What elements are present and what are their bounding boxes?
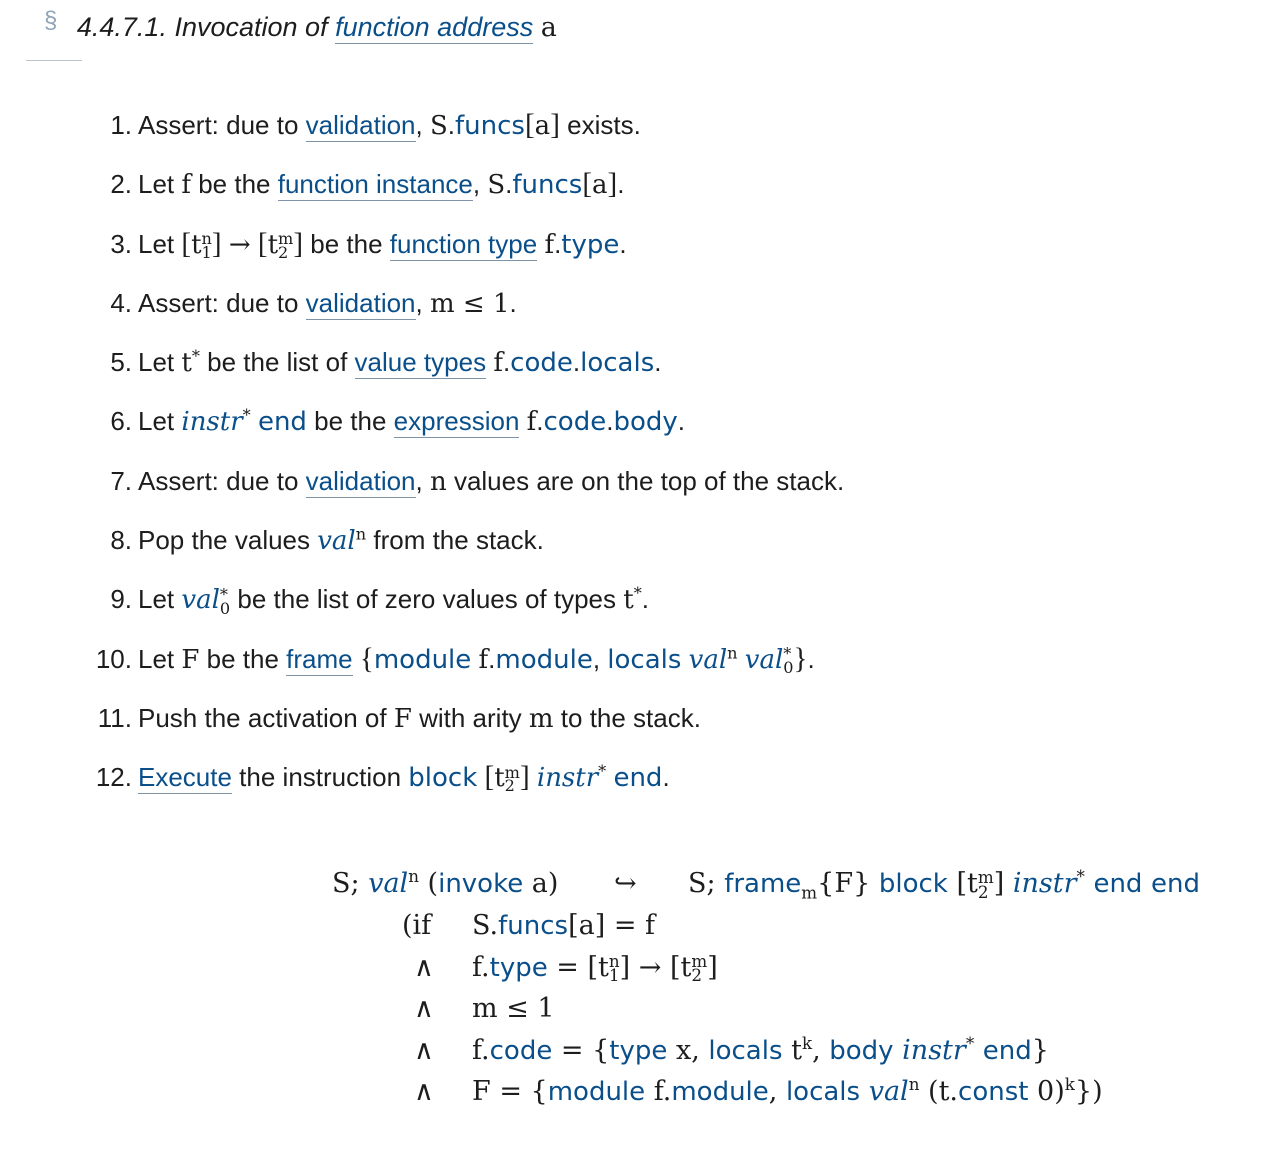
rule-condition [332, 1031, 1262, 1071]
math-bracket: [ [582, 168, 593, 201]
section-number: 4.4.7.1. [76, 12, 167, 42]
sup-sub-script [977, 867, 994, 902]
validation-link[interactable]: validation [305, 287, 416, 318]
rule-rhs [688, 864, 1200, 904]
step-text: values are on the top of the stack. [446, 465, 845, 496]
math-symbol: = [t [547, 951, 609, 983]
math-symbol: , [768, 1076, 786, 1107]
step-number: 6. [110, 406, 132, 437]
step-text: . [641, 584, 649, 615]
step-number: 11. [97, 702, 132, 733]
math-metavariable: val [368, 868, 409, 899]
math-symbol: ( [418, 868, 439, 899]
subscript: 0 [783, 657, 794, 677]
math-symbol: m [528, 703, 554, 734]
rule-arrow [614, 864, 637, 904]
algorithm-step [0, 274, 1280, 333]
step-body [138, 511, 544, 571]
math-symbol: }) [1074, 1076, 1103, 1107]
math-symbol: a) [523, 868, 559, 899]
condition-expression [472, 1031, 1049, 1071]
step-body [138, 748, 670, 808]
algorithm-step [0, 392, 1280, 451]
logical-and-symbol: ∧ [414, 1076, 434, 1107]
superscript: m [691, 950, 708, 971]
step-text: Pop the values [138, 525, 318, 556]
step-text: Let [138, 228, 182, 259]
superscript: * [633, 583, 642, 603]
subscript: 2 [504, 776, 515, 796]
logical-and-symbol: ∧ [414, 1034, 434, 1066]
math-symbol [1142, 868, 1151, 899]
if-keyword: (if [402, 910, 432, 941]
step-number: 12. [95, 762, 132, 793]
math-symbol: S; [688, 868, 725, 899]
step-text: . [488, 643, 496, 674]
step-text [530, 762, 537, 792]
step-text: be the [191, 169, 278, 200]
math-symbol: 0) [1028, 1076, 1065, 1107]
step-number: 9. [110, 584, 132, 615]
superscript: n [408, 866, 419, 886]
math-symbol: a [592, 170, 608, 201]
step-text [738, 644, 745, 674]
step-body [138, 630, 815, 690]
condition-expression [472, 906, 655, 946]
math-bracket: [ [484, 761, 495, 794]
math-symbol: F = { [472, 1076, 548, 1107]
math-symbol: f [478, 644, 489, 675]
math-metavariable: instr [181, 407, 243, 438]
step-text [353, 644, 360, 674]
function-type-link[interactable]: function type [389, 228, 538, 259]
function-instance-link[interactable]: function instance [277, 169, 473, 200]
instruction-keyword: block [408, 763, 478, 794]
superscript: * [965, 1032, 975, 1053]
validation-link[interactable]: validation [305, 110, 416, 140]
instruction-keyword: locals [607, 644, 682, 675]
instruction-keyword: invoke [438, 869, 524, 899]
instruction-keyword: module [671, 1077, 769, 1107]
step-number: 4. [110, 287, 132, 318]
superscript: * [219, 584, 228, 604]
math-symbol: f [526, 407, 537, 438]
step-body [138, 155, 624, 215]
step-text: . [654, 347, 662, 378]
math-bracket: ] [211, 227, 222, 260]
step-body [138, 452, 844, 512]
math-symbol: {F} [817, 868, 879, 899]
math-symbol: [a] = f [568, 910, 656, 941]
math-bracket: [ [181, 227, 192, 260]
superscript: * [191, 346, 200, 366]
instruction-keyword: block [878, 869, 948, 899]
sup-sub-script [504, 762, 520, 796]
math-symbol: t [782, 1034, 802, 1066]
math-symbol: a [534, 111, 551, 141]
step-text: . [447, 110, 456, 140]
math-bracket: } [793, 642, 808, 675]
algorithm-step [0, 689, 1280, 748]
instruction-keyword: frame [724, 869, 802, 899]
step-text: with arity [411, 702, 529, 733]
subscript: 0 [219, 598, 231, 618]
step-number: 8. [110, 525, 132, 556]
superscript: m [977, 867, 994, 888]
step-text: . [554, 228, 562, 259]
condition-expression [472, 1072, 1103, 1112]
step-body [138, 215, 627, 275]
instruction-keyword: const [958, 1077, 1029, 1107]
math-metavariable: val [317, 526, 356, 557]
step-text: Let [138, 406, 182, 437]
step-number: 3. [110, 228, 132, 259]
math-bracket: ] [550, 109, 560, 141]
algorithm-steps [0, 96, 1280, 808]
math-metavariable: val [744, 644, 784, 675]
step-text: , [415, 287, 430, 318]
math-symbol: f. [472, 951, 490, 983]
execute-link[interactable]: Execute [138, 762, 232, 793]
step-text: exists. [559, 110, 641, 140]
instruction-keyword: end [982, 1035, 1032, 1066]
algorithm-step [0, 96, 1280, 155]
step-text: Let [138, 584, 182, 615]
math-symbol: t [494, 763, 505, 794]
superscript: * [598, 761, 607, 781]
instruction-keyword: code [543, 407, 607, 438]
algorithm-step [0, 748, 1280, 807]
instruction-keyword: end [257, 407, 307, 438]
math-symbol: ] → [t [619, 951, 692, 983]
step-number: 1. [110, 110, 132, 140]
math-symbol [894, 1035, 903, 1066]
section-heading [44, 7, 557, 58]
math-symbol: f [544, 229, 555, 260]
expression-link[interactable]: expression [393, 406, 520, 437]
step-text [519, 406, 526, 436]
step-text: . [572, 347, 581, 378]
rule-condition [332, 1072, 1262, 1112]
superscript: n [355, 524, 367, 544]
step-text [681, 644, 688, 674]
math-symbol: S. [472, 910, 499, 941]
algorithm-step [0, 630, 1280, 689]
sup-sub-script [219, 584, 231, 618]
superscript: k [1064, 1074, 1075, 1094]
math-bracket: ] [293, 227, 304, 260]
step-text: be the [303, 228, 390, 259]
step-text: be the list of [199, 347, 355, 378]
step-text: . [662, 762, 670, 793]
instruction-keyword: module [495, 644, 593, 675]
subscript: 2 [691, 965, 703, 985]
algorithm-step [0, 333, 1280, 392]
math-symbol: t [267, 229, 279, 260]
step-text: Let [138, 169, 182, 200]
subscript: 1 [201, 242, 212, 262]
step-number: 2. [110, 169, 132, 200]
math-symbol: t [966, 868, 978, 899]
math-symbol: F [393, 703, 412, 734]
step-body [138, 570, 649, 630]
frame-link[interactable]: frame [286, 643, 353, 674]
sup-sub-script [608, 950, 620, 985]
subscript: 2 [278, 242, 289, 262]
step-text: , [415, 110, 430, 140]
math-symbol: f [493, 348, 503, 379]
math-symbol: ] [993, 868, 1013, 899]
math-symbol: m ≤ 1 [429, 288, 510, 319]
step-text: . [536, 406, 544, 437]
instruction-keyword: end [1093, 869, 1143, 899]
instruction-keyword: module [547, 1077, 646, 1107]
math-metavariable: val [181, 585, 220, 616]
step-text: , [472, 169, 488, 200]
math-symbol [974, 1035, 983, 1066]
algorithm-step [0, 452, 1280, 511]
logical-and-symbol: ∧ [414, 951, 434, 983]
instruction-keyword: type [609, 1035, 668, 1066]
hook-arrow-icon: ↪ [614, 868, 637, 899]
logical-and-symbol: ∧ [414, 993, 434, 1024]
step-text: from the stack. [366, 525, 544, 556]
instruction-keyword: end [613, 763, 663, 794]
math-symbol: S [487, 170, 506, 201]
step-text: . [619, 228, 627, 259]
math-symbol: ] [707, 951, 718, 983]
step-text: . [617, 169, 625, 200]
sup-sub-script [783, 644, 794, 677]
math-symbol: x, [667, 1034, 709, 1066]
algorithm-step [0, 511, 1280, 570]
instruction-keyword: code [510, 348, 573, 379]
condition-expression [472, 948, 718, 988]
step-text: be the list of zero values of types [230, 584, 624, 615]
math-symbol: t [623, 585, 634, 616]
step-text: Let [138, 347, 182, 378]
math-symbol: t [191, 229, 202, 260]
math-symbol: [ [947, 868, 967, 899]
step-text: . [606, 406, 614, 437]
step-text: Push the activation of [138, 702, 394, 733]
instruction-keyword: funcs [455, 111, 525, 141]
instruction-keyword: type [561, 229, 620, 260]
math-symbol: f [181, 170, 191, 201]
superscript: m [504, 762, 520, 782]
validation-link[interactable]: validation [305, 465, 416, 496]
math-symbol: S [429, 111, 448, 141]
math-metavariable: instr [536, 763, 599, 794]
instruction-keyword: funcs [498, 911, 569, 941]
subscript: m [801, 882, 818, 903]
step-text: Assert: due to [138, 465, 306, 496]
instruction-keyword: type [489, 952, 548, 983]
instruction-keyword: end [1151, 869, 1201, 899]
math-symbol: t [181, 348, 192, 379]
math-symbol: F [181, 644, 200, 675]
superscript: * [783, 644, 792, 664]
step-text: be the [199, 643, 287, 674]
math-metavariable: val [868, 1076, 909, 1107]
subscript: 1 [608, 965, 620, 985]
step-body [138, 96, 641, 156]
step-text: . [807, 643, 815, 674]
superscript: k [801, 1032, 813, 1053]
math-bracket: [ [257, 227, 268, 260]
step-number: 7. [110, 465, 132, 496]
instruction-keyword: locals [785, 1077, 861, 1107]
heading-underline [26, 60, 82, 61]
step-text [477, 762, 484, 792]
math-metavariable: instr [1012, 868, 1077, 899]
instruction-keyword: locals [580, 348, 655, 379]
step-number: 10. [95, 643, 132, 674]
reduction-rule [332, 858, 1262, 1128]
step-text [251, 406, 258, 436]
step-body [138, 392, 685, 452]
math-metavariable: instr [902, 1034, 966, 1066]
step-text: , [592, 643, 608, 674]
math-symbol: } [1031, 1034, 1049, 1066]
instruction-keyword: funcs [512, 170, 583, 201]
step-text: Let [138, 643, 182, 674]
instruction-keyword: module [373, 644, 472, 675]
rule-condition [332, 906, 1262, 946]
algorithm-step [0, 215, 1280, 274]
value-types-link[interactable]: value types [354, 347, 487, 378]
instruction-keyword: code [489, 1035, 553, 1066]
step-text: Assert: due to [138, 287, 306, 318]
algorithm-step [0, 570, 1280, 629]
math-symbol: S; [332, 868, 369, 899]
step-text [222, 229, 229, 259]
step-text: . [677, 406, 685, 437]
superscript: n [201, 229, 212, 249]
instruction-keyword: body [613, 407, 678, 438]
step-text: Assert: due to [138, 110, 306, 140]
step-text [251, 229, 258, 259]
step-text: . [502, 347, 511, 378]
instruction-keyword: body [829, 1035, 894, 1066]
step-body [138, 333, 661, 393]
step-text [471, 644, 478, 674]
rule-condition [332, 948, 1262, 988]
subscript: 2 [977, 881, 989, 902]
math-symbol: f. [472, 1034, 490, 1066]
superscript: n [727, 643, 738, 663]
step-text: be the [306, 406, 394, 437]
math-symbol [860, 1076, 869, 1107]
math-bracket: { [359, 642, 374, 675]
superscript: * [242, 405, 251, 425]
section-title-prefix: Invocation of [174, 12, 328, 42]
math-bracket: ] [519, 761, 530, 794]
step-body [138, 689, 701, 749]
math-symbol: (t. [919, 1076, 959, 1107]
rule-condition [332, 989, 1262, 1029]
step-number: 5. [110, 347, 132, 378]
step-body [138, 274, 517, 334]
superscript: * [1076, 866, 1085, 886]
step-text: to the stack. [553, 702, 701, 733]
function-address-link[interactable]: function address [335, 12, 534, 42]
sup-sub-script [201, 229, 212, 262]
superscript: m [278, 229, 294, 249]
sup-sub-script [691, 950, 708, 985]
algorithm-step [0, 155, 1280, 214]
step-text: , [415, 465, 430, 496]
instruction-keyword: locals [708, 1035, 783, 1066]
math-symbol: = { [552, 1034, 610, 1066]
math-symbol: n [429, 466, 447, 497]
condition-expression [472, 989, 555, 1029]
sup-sub-script [278, 229, 294, 262]
math-symbol: → [228, 229, 251, 260]
superscript: n [908, 1074, 920, 1094]
math-metavariable: val [688, 644, 728, 675]
step-text: . [509, 287, 517, 318]
section-anchor-icon[interactable]: § [44, 7, 58, 34]
rule-lhs [332, 864, 558, 904]
math-symbol: f. [645, 1076, 672, 1107]
superscript: n [608, 950, 620, 971]
step-text: the instruction [231, 762, 409, 793]
heading-variable: a [540, 12, 557, 43]
math-bracket: ] [607, 168, 618, 201]
math-symbol: m ≤ 1 [472, 993, 555, 1024]
math-symbol: , [812, 1034, 830, 1066]
step-text: . [505, 169, 513, 200]
math-bracket: [ [524, 109, 535, 141]
